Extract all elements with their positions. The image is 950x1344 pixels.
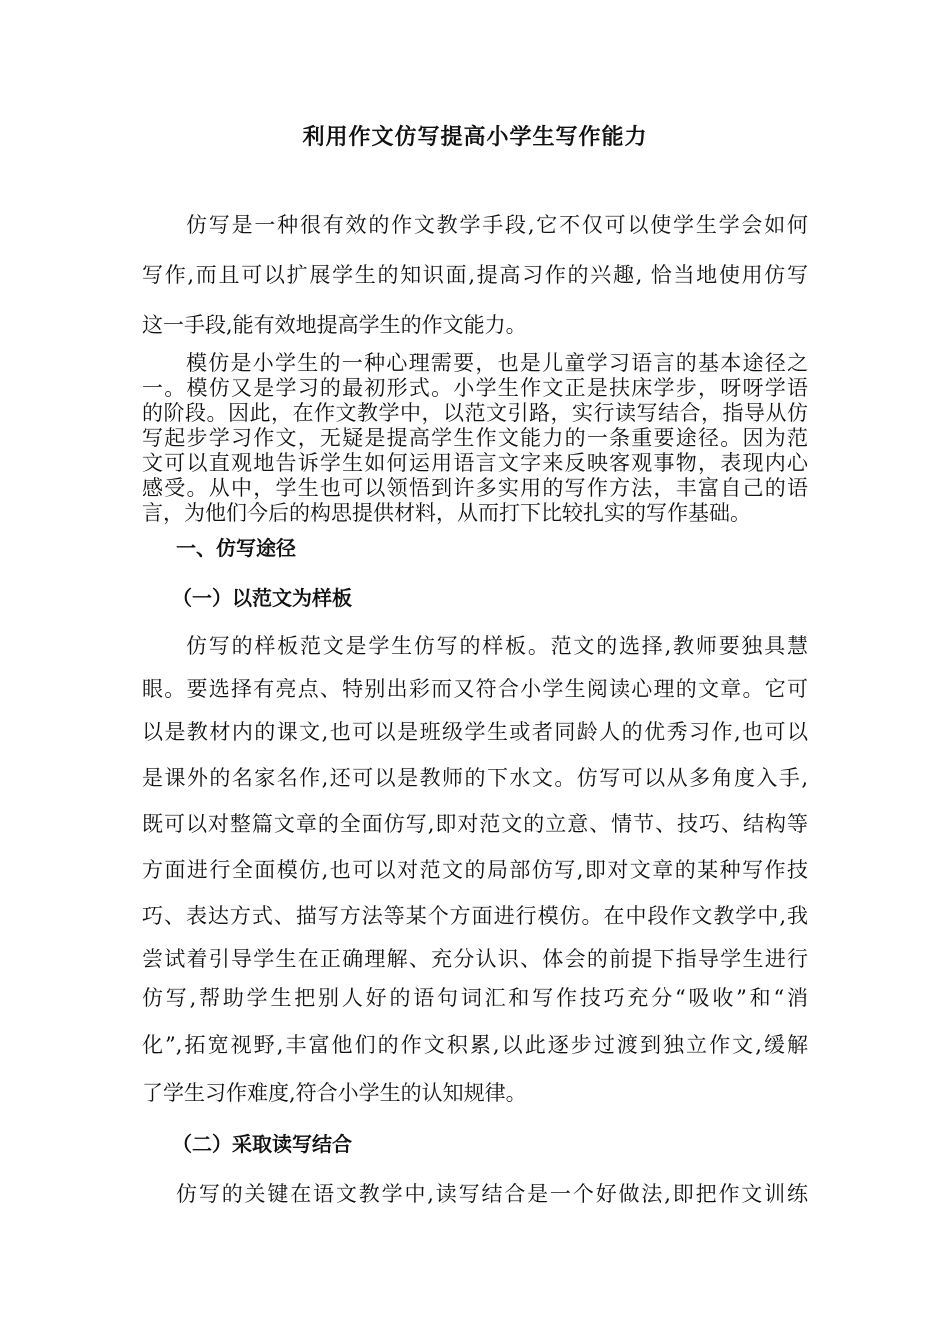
paragraph-line: 了学生习作难度,符合小学生的认知规律。 [142, 1081, 527, 1105]
paragraph-line: 写作,而且可以扩展学生的知识面,提高习作的兴趣, 恰当地使用仿写 [142, 263, 808, 287]
paragraph-line: 写起步学习作文，无疑是提高学生作文能力的一条重要途径。因为范 [142, 426, 808, 450]
paragraph-line: 是课外的名家名作,还可以是教师的下水文。仿写可以从多角度入手, [142, 766, 808, 790]
paragraph-line: 模仿是小学生的一种心理需要，也是儿童学习语言的基本途径之 [186, 351, 808, 375]
paragraph-line: 巧、表达方式、描写方法等某个方面进行模仿。在中段作文教学中,我 [142, 904, 808, 928]
paragraph-line: 方面进行全面模仿,也可以对范文的局部仿写,即对文章的某种写作技 [142, 858, 808, 882]
subsection-heading: （一）以范文为样板 [172, 586, 352, 610]
paragraph-line: 尝试着引导学生在正确理解、充分认识、体会的前提下指导学生进行 [142, 947, 808, 971]
paragraph-line: 以是教材内的课文,也可以是班级学生或者同龄人的优秀习作,也可以 [142, 720, 808, 744]
paragraph-line: 文可以直观地告诉学生如何运用语言文字来反映客观事物，表现内心 [142, 451, 808, 475]
paragraph-line: 既可以对整篇文章的全面仿写,即对范文的立意、情节、技巧、结构等 [142, 812, 808, 836]
paragraph-line: 仿写是一种很有效的作文教学手段,它不仅可以使学生学会如何 [186, 213, 808, 237]
paragraph-line: 仿写的样板范文是学生仿写的样板。范文的选择,教师要独具慧 [186, 634, 808, 658]
paragraph-line: 仿写,帮助学生把别人好的语句词汇和写作技巧充分“吸收”和“消 [142, 986, 808, 1010]
paragraph-line: 化”,拓宽视野,丰富他们的作文积累,以此逐步过渡到独立作文,缓解 [142, 1033, 808, 1057]
paragraph-line: 一。模仿又是学习的最初形式。小学生作文正是扶床学步，呀呀学语 [142, 376, 808, 400]
paragraph-line: 感受。从中，学生也可以领悟到许多实用的写作方法，丰富自己的语 [142, 476, 808, 500]
paragraph-line: 这一手段,能有效地提高学生的作文能力。 [142, 313, 527, 337]
paragraph-line: 言，为他们今后的构思提供材料，从而打下比较扎实的写作基础。 [142, 501, 751, 525]
document-title: 利用作文仿写提高小学生写作能力 [302, 125, 648, 150]
paragraph-line: 眼。要选择有亮点、特别出彩而又符合小学生阅读心理的文章。它可 [142, 677, 808, 701]
paragraph-line: 仿写的关键在语文教学中,读写结合是一个好做法,即把作文训练 [176, 1182, 808, 1206]
subsection-heading: （二）采取读写结合 [172, 1132, 352, 1156]
section-heading: 一、仿写途径 [176, 536, 296, 560]
paragraph-line: 的阶段。因此，在作文教学中，以范文引路，实行读写结合，指导从仿 [142, 401, 808, 425]
